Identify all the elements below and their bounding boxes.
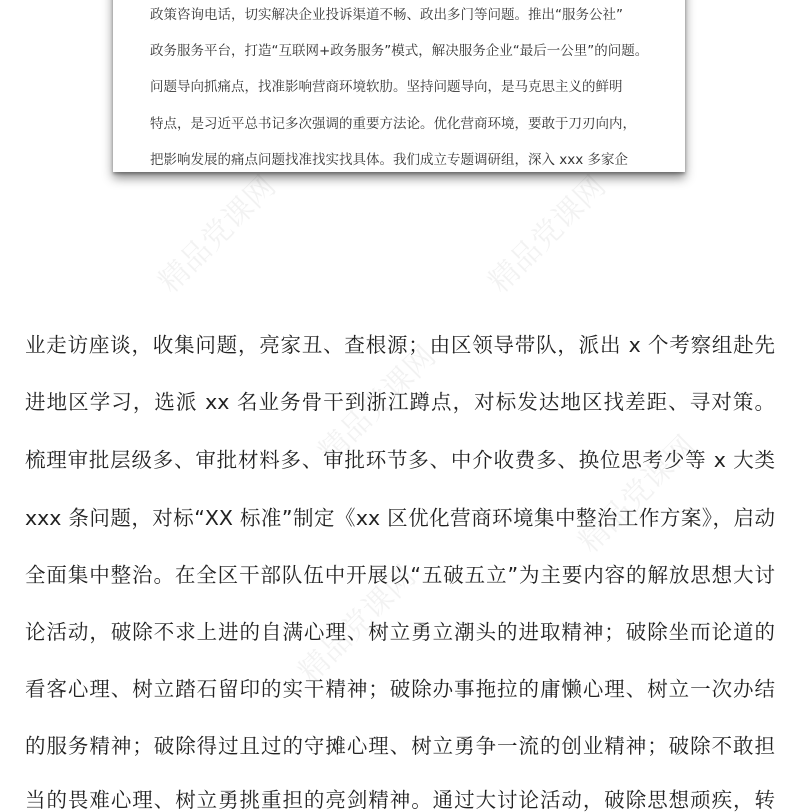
body-text-line: 论活动，破除不求上进的自满心理、树立勇立潮头的进取精神；破除坐而论道的 <box>25 620 775 644</box>
body-text-line: 当的畏难心理、树立勇挑重担的亮剑精神。通过大讨论活动，破除思想顽疾，转 <box>25 788 775 812</box>
watermark: 精品党课网 <box>312 339 443 470</box>
body-text-line: 进地区学习，选派 xx 名业务骨干到浙江蹲点，对标发达地区找差距、寻对策。 <box>25 390 775 414</box>
card-text-line: 特点，是习近平总书记多次强调的重要方法论。优化营商环境，要敢于刀刃向内， <box>150 116 636 132</box>
card-text-line: 政务服务平台，打造“互联网+政务服务”模式，解决服务企业“最后一公里”的问题。 <box>150 43 649 59</box>
body-text-line: 全面集中整治。在全区干部队伍中开展以“五破五立”为主要内容的解放思想大讨 <box>25 563 775 587</box>
card-text-line: 政策咨询电话，切实解决企业投诉渠道不畅、政出多门等问题。推出“服务公社” <box>150 7 623 23</box>
watermark: 精品党课网 <box>572 429 703 560</box>
watermark: 精品党课网 <box>482 169 613 300</box>
card-text-line: 把影响发展的痛点问题找准找实找具体。我们成立专题调研组，深入 xxx 多家企 <box>150 152 629 168</box>
body-text-line: xxx 条问题，对标“XX 标准”制定《xx 区优化营商环境集中整治工作方案》，启动 <box>25 506 775 530</box>
watermark: 精品党课网 <box>292 559 423 690</box>
body-text-line: 业走访座谈，收集问题，亮家丑、查根源；由区领导带队，派出 x 个考察组赴先 <box>25 333 775 357</box>
watermark: 精品党课网 <box>152 169 283 300</box>
card-text-line: 问题导向抓痛点，找准影响营商环境软肋。坚持问题导向，是马克思主义的鲜明 <box>150 79 623 95</box>
body-text-line: 梳理审批层级多、审批材料多、审批环节多、中介收费多、换位思考少等 x 大类 <box>25 448 775 472</box>
page-preview-card <box>113 0 685 172</box>
body-text-line: 的服务精神；破除得过且过的守摊心理、树立勇争一流的创业精神；破除不敢担 <box>25 734 775 758</box>
body-text-line: 看客心理、树立踏石留印的实干精神；破除办事拖拉的庸懒心理、树立一次办结 <box>25 677 775 701</box>
